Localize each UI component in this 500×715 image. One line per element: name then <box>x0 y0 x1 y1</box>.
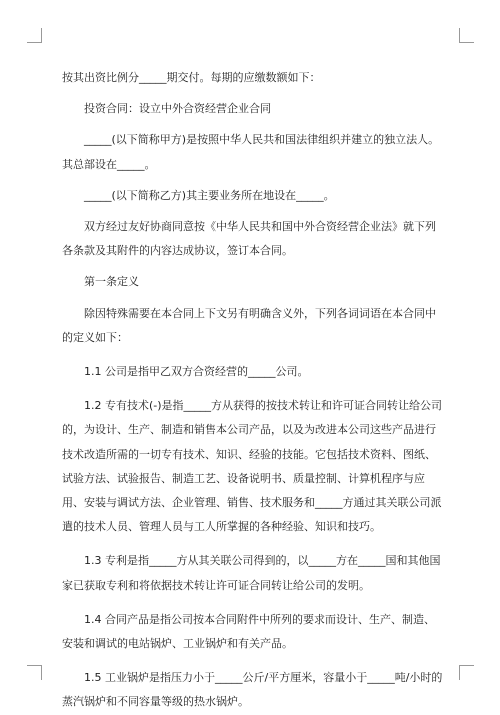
paragraph-definitions-intro: 除因特殊需要在本合同上下文另有明确含义外，下列各词词语在本合同中的定义如下： <box>62 306 436 344</box>
paragraph-1: 按其出资比例分_____期交付。每期的应缴数额如下： <box>62 71 321 84</box>
clause-1-2: 1.2 专有技术(-)是指_____方从获得的按技术转让和许可证合同转让给公司的，为设计、生产、制造和销售本公司产品，以及为改进本公司这些产品进行技术改造所需的一切专有技术、知识、经验的技能。它包括技术资料、图纸、试验方法、试验报告、制造工艺、设备说明书、质量控制、计算机程序与应用、安装与调试方法、企业管理、销售、技术服务和_____方通过其关联公司派遣的技术人员、管理人员与工人所掌握的各种经验、知识和技巧。 <box>62 399 443 534</box>
clause-1-1: 1.1 公司是指甲乙双方合资经营的_____公司。 <box>84 365 309 379</box>
clause-1-5: 1.5 工业锅炉是指压力小于_____公斤/平方厘米，容量小于_____吨/小时的蒸汽锅炉和不同容量等级的热水锅炉。 <box>62 671 443 709</box>
section-heading: 第一条定义 <box>84 275 139 289</box>
crop-mark-bottom-left <box>27 665 42 680</box>
crop-mark-top-right <box>459 28 474 43</box>
crop-mark-top-left <box>27 28 42 43</box>
paragraph-2: 投资合同：设立中外合资经营企业合同 <box>84 102 271 116</box>
paragraph-3: _____(以下简称甲方)是按照中华人民共和国法律组织并建立的独立法人。其总部设在_____。 <box>62 133 440 171</box>
clause-1-3: 1.3 专利是指_____方从其关联公司得到的，以_____方在_____国和其他国家已获取专利和将依据技术转让许可证合同转让给公司的发明。 <box>62 554 441 592</box>
clause-1-4: 1.4 合同产品是指公司按本合同附件中所列的要求而设计、生产、制造、安装和调试的电站锅炉、工业锅炉和有关产品。 <box>62 612 435 651</box>
document-page <box>62 66 444 715</box>
crop-mark-bottom-right <box>459 665 474 680</box>
paragraph-4: _____(以下简称乙方)其主要业务所在地设在_____。 <box>84 188 335 202</box>
paragraph-5: 双方经过友好协商同意按《中华人民共和国中外合资经营企业法》就下列各条款及其附件的内容达成协议，签订本合同。 <box>62 220 436 258</box>
